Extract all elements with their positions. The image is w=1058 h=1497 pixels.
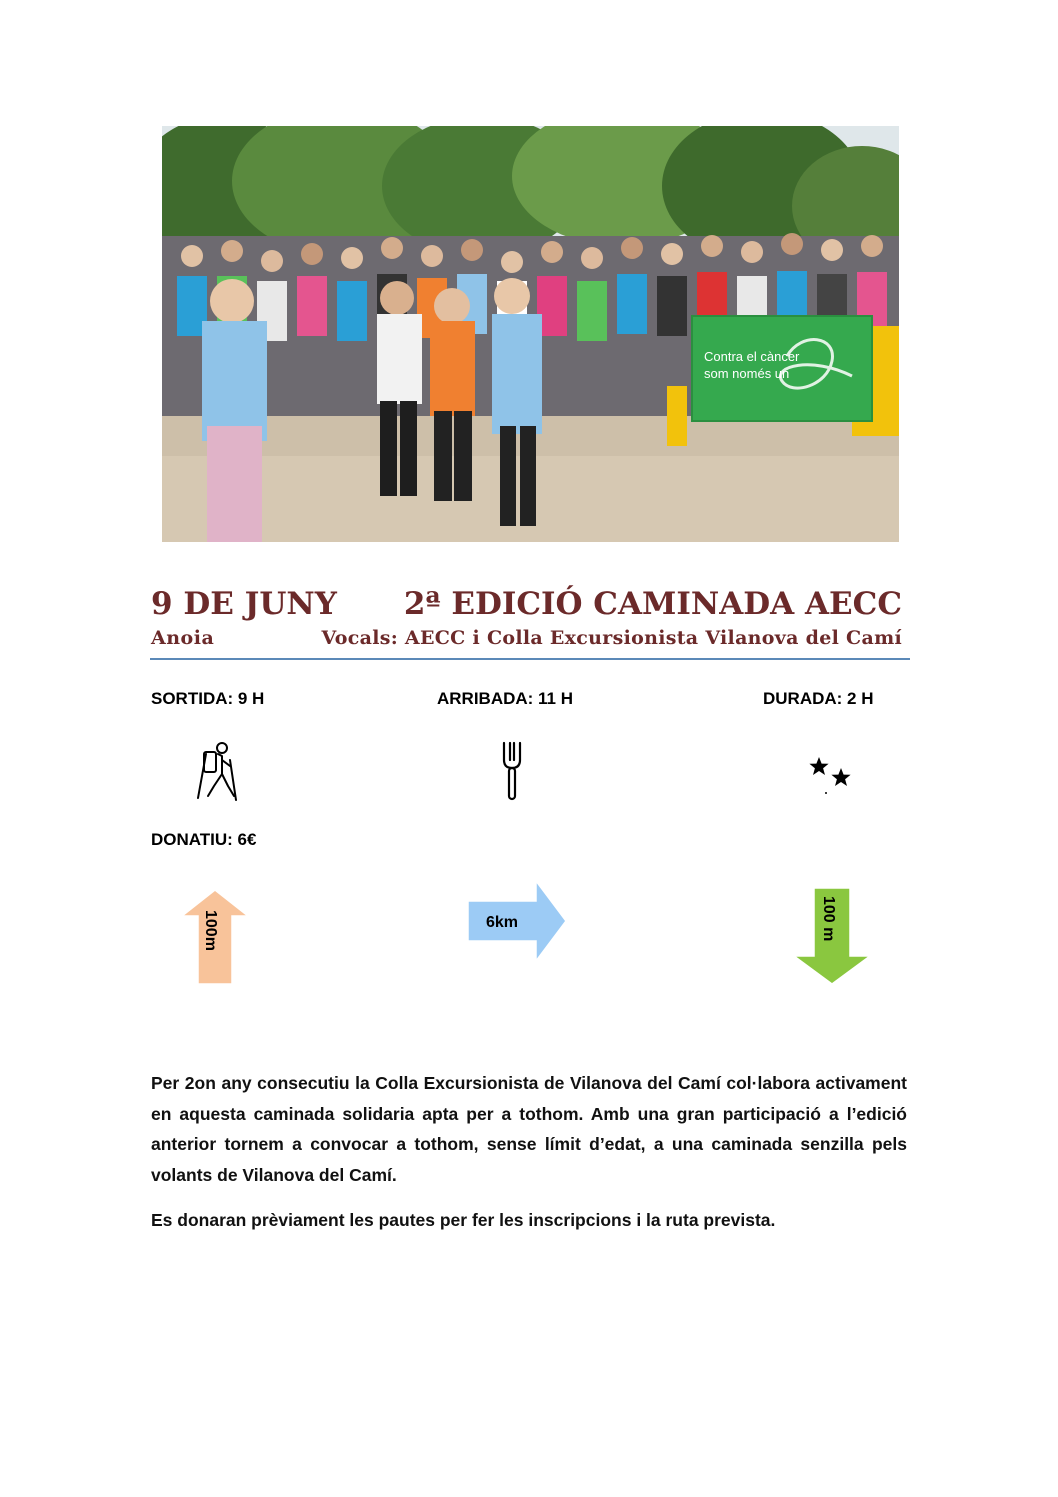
banner-line-2: som només un bbox=[704, 366, 790, 381]
stars-icon bbox=[808, 756, 856, 800]
event-region: Anoia bbox=[151, 627, 215, 649]
distance-label: 6km bbox=[486, 914, 519, 931]
event-date: 9 DE JUNY bbox=[151, 586, 337, 622]
donation: DONATIU: 6€ bbox=[151, 830, 257, 849]
event-title: 2ª EDICIÓ CAMINADA AECC bbox=[403, 586, 902, 622]
description-paragraph-1: Per 2on any consecutiu la Colla Excursionista de Vilanova del Camí col·labora activament en aquesta caminada solidaria apta per a tothom. Amb una gran participació a l’edició anterior tornem a convocar a tothom, sense límit d’edat, a una caminada senzilla pels volants de Vilanova del Camí. bbox=[151, 1073, 907, 1185]
description-paragraph-2: Es donaran prèviament les pautes per fer les inscripcions i la ruta prevista. bbox=[151, 1210, 776, 1230]
descent-label: 100 m bbox=[820, 896, 837, 942]
header-divider bbox=[150, 658, 910, 660]
arrival-time: ARRIBADA: 11 H bbox=[437, 689, 574, 708]
event-photo bbox=[162, 126, 899, 542]
departure-time: SORTIDA: 9 H bbox=[151, 689, 265, 708]
event-vocals: Vocals: AECC i Colla Excursionista Vilanova del Camí bbox=[321, 627, 902, 649]
hiker-icon bbox=[192, 740, 244, 806]
ascent-label: 100m bbox=[202, 910, 219, 951]
ascent-arrow bbox=[180, 888, 250, 990]
distance-arrow bbox=[466, 879, 568, 967]
fork-icon bbox=[500, 740, 524, 806]
banner-line-1: Contra el càncer bbox=[704, 349, 800, 364]
descent-arrow bbox=[792, 886, 872, 990]
duration: DURADA: 2 H bbox=[763, 689, 874, 708]
